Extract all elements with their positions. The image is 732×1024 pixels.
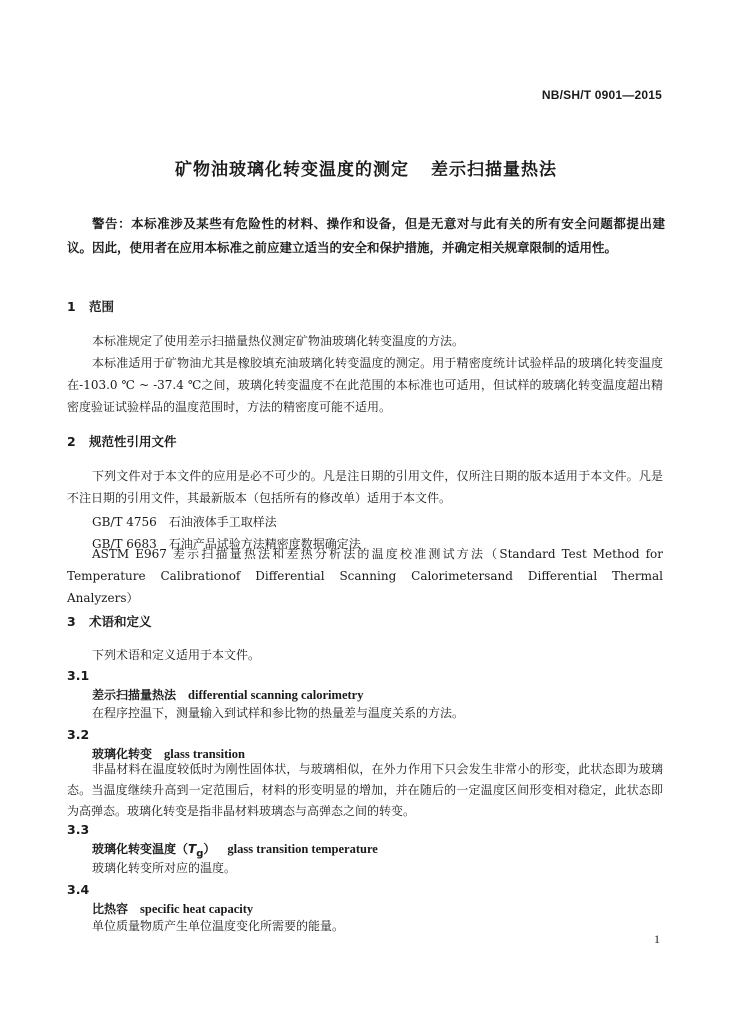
term-3-2-definition: 非晶材料在温度较低时为刚性固体状，与玻璃相似，在外力作用下只会发生非常小的形变，此状态即为玻璃态。当温度继续升高到一定范围后，材料的形变明显的增加，并在随后的一定温度区间形变相对稳定，此状态即为高弹态。玻璃化转变是指非晶材料玻璃态与高弹态之间的转变。: [67, 762, 663, 818]
term-3-1-definition: 在程序控温下，测量输入到试样和参比物的热量差与温度关系的方法。: [92, 706, 465, 720]
term-3-3-number: 3.3: [67, 822, 90, 837]
term-3-3-zh-close: ）: [203, 842, 216, 856]
term-3-2-zh: 玻璃化转变: [92, 747, 153, 761]
term-3-4-number: 3.4: [67, 882, 90, 897]
term-3-3-subscript: g: [196, 848, 204, 860]
term-3-4-zh: 比热容: [92, 902, 129, 916]
term-3-3-en: glass transition temperature: [227, 842, 378, 856]
section-3-intro: 下列术语和定义适用于本文件。: [92, 648, 261, 662]
section-2-title: 规范性引用文件: [89, 434, 177, 449]
standard-number: NB/SH/T 0901—2015: [541, 88, 662, 102]
section-1-title: 范围: [89, 299, 115, 314]
term-3-4-en: specific heat capacity: [140, 902, 254, 916]
section-2-para-1: 下列文件对于本文件的应用是必不可少的。凡是注日期的引用文件，仅所注日期的版本适用于本文件。凡是不注日期的引用文件，其最新版本（包括所有的修改单）适用于本文件。: [67, 469, 663, 505]
section-1-heading: [67, 297, 114, 315]
term-3-1-zh: 差示扫描量热法: [92, 688, 177, 702]
term-3-3-symbol: T: [188, 842, 197, 856]
term-3-3: [92, 840, 378, 859]
term-3-2-number: 3.2: [67, 727, 90, 742]
term-3-1: [92, 686, 363, 703]
section-1-number: 1: [67, 299, 76, 314]
section-3-number: 3: [67, 614, 76, 629]
title-part1: 矿物油玻璃化转变温度的测定: [175, 160, 409, 180]
section-1-para-2: 本标准适用于矿物油尤其是橡胶填充油玻璃化转变温度的测定。用于精密度统计试验样品的玻璃化转变温度在-103.0 ℃ ~ -37.4 ℃之间，玻璃化转变温度不在此范围的本标准也可适用，但试样的玻璃化转变温度超出精密度验证试验样品的温度范围时，方法的精密度可能不适用。: [67, 356, 663, 414]
warning-paragraph: 警告：本标准涉及某些有危险性的材料、操作和设备，但是无意对与此有关的所有安全问题都提出建议。因此，使用者在应用本标准之前应建立适当的安全和保护措施，并确定相关规章限制的适用性。: [67, 216, 665, 255]
term-3-1-en: differential scanning calorimetry: [188, 688, 364, 702]
term-3-1-number: 3.1: [67, 668, 90, 683]
term-3-2-en: glass transition: [164, 747, 245, 761]
reference-gb-t-6683: GB/T 6683 石油产品试验方法精密度数据确定法: [92, 537, 361, 551]
reference-astm-e967: ASTM E967 差示扫描量热法和差热分析法的温度校准测试方法（Standard Test Method for Temperature Calibrationof Differential Scanning Calorimetersand Differential Thermal Analyzers）: [67, 547, 663, 605]
section-1-para-1: 本标准规定了使用差示扫描量热仪测定矿物油玻璃化转变温度的方法。: [92, 334, 465, 348]
section-3-heading: [67, 612, 152, 630]
page-number: 1: [654, 932, 660, 946]
term-3-4-definition: 单位质量物质产生单位温度变化所需要的能量。: [92, 919, 345, 933]
reference-gb-t-4756: GB/T 4756 石油液体手工取样法: [92, 515, 277, 529]
section-2-number: 2: [67, 434, 76, 449]
title-part2: 差示扫描量热法: [431, 160, 557, 180]
term-3-3-zh: 玻璃化转变温度（: [92, 842, 189, 856]
term-3-4: [92, 900, 253, 917]
section-3-title: 术语和定义: [89, 614, 152, 629]
section-2-heading: [67, 432, 177, 450]
term-3-3-definition: 玻璃化转变所对应的温度。: [92, 861, 237, 875]
document-title: [0, 155, 732, 180]
